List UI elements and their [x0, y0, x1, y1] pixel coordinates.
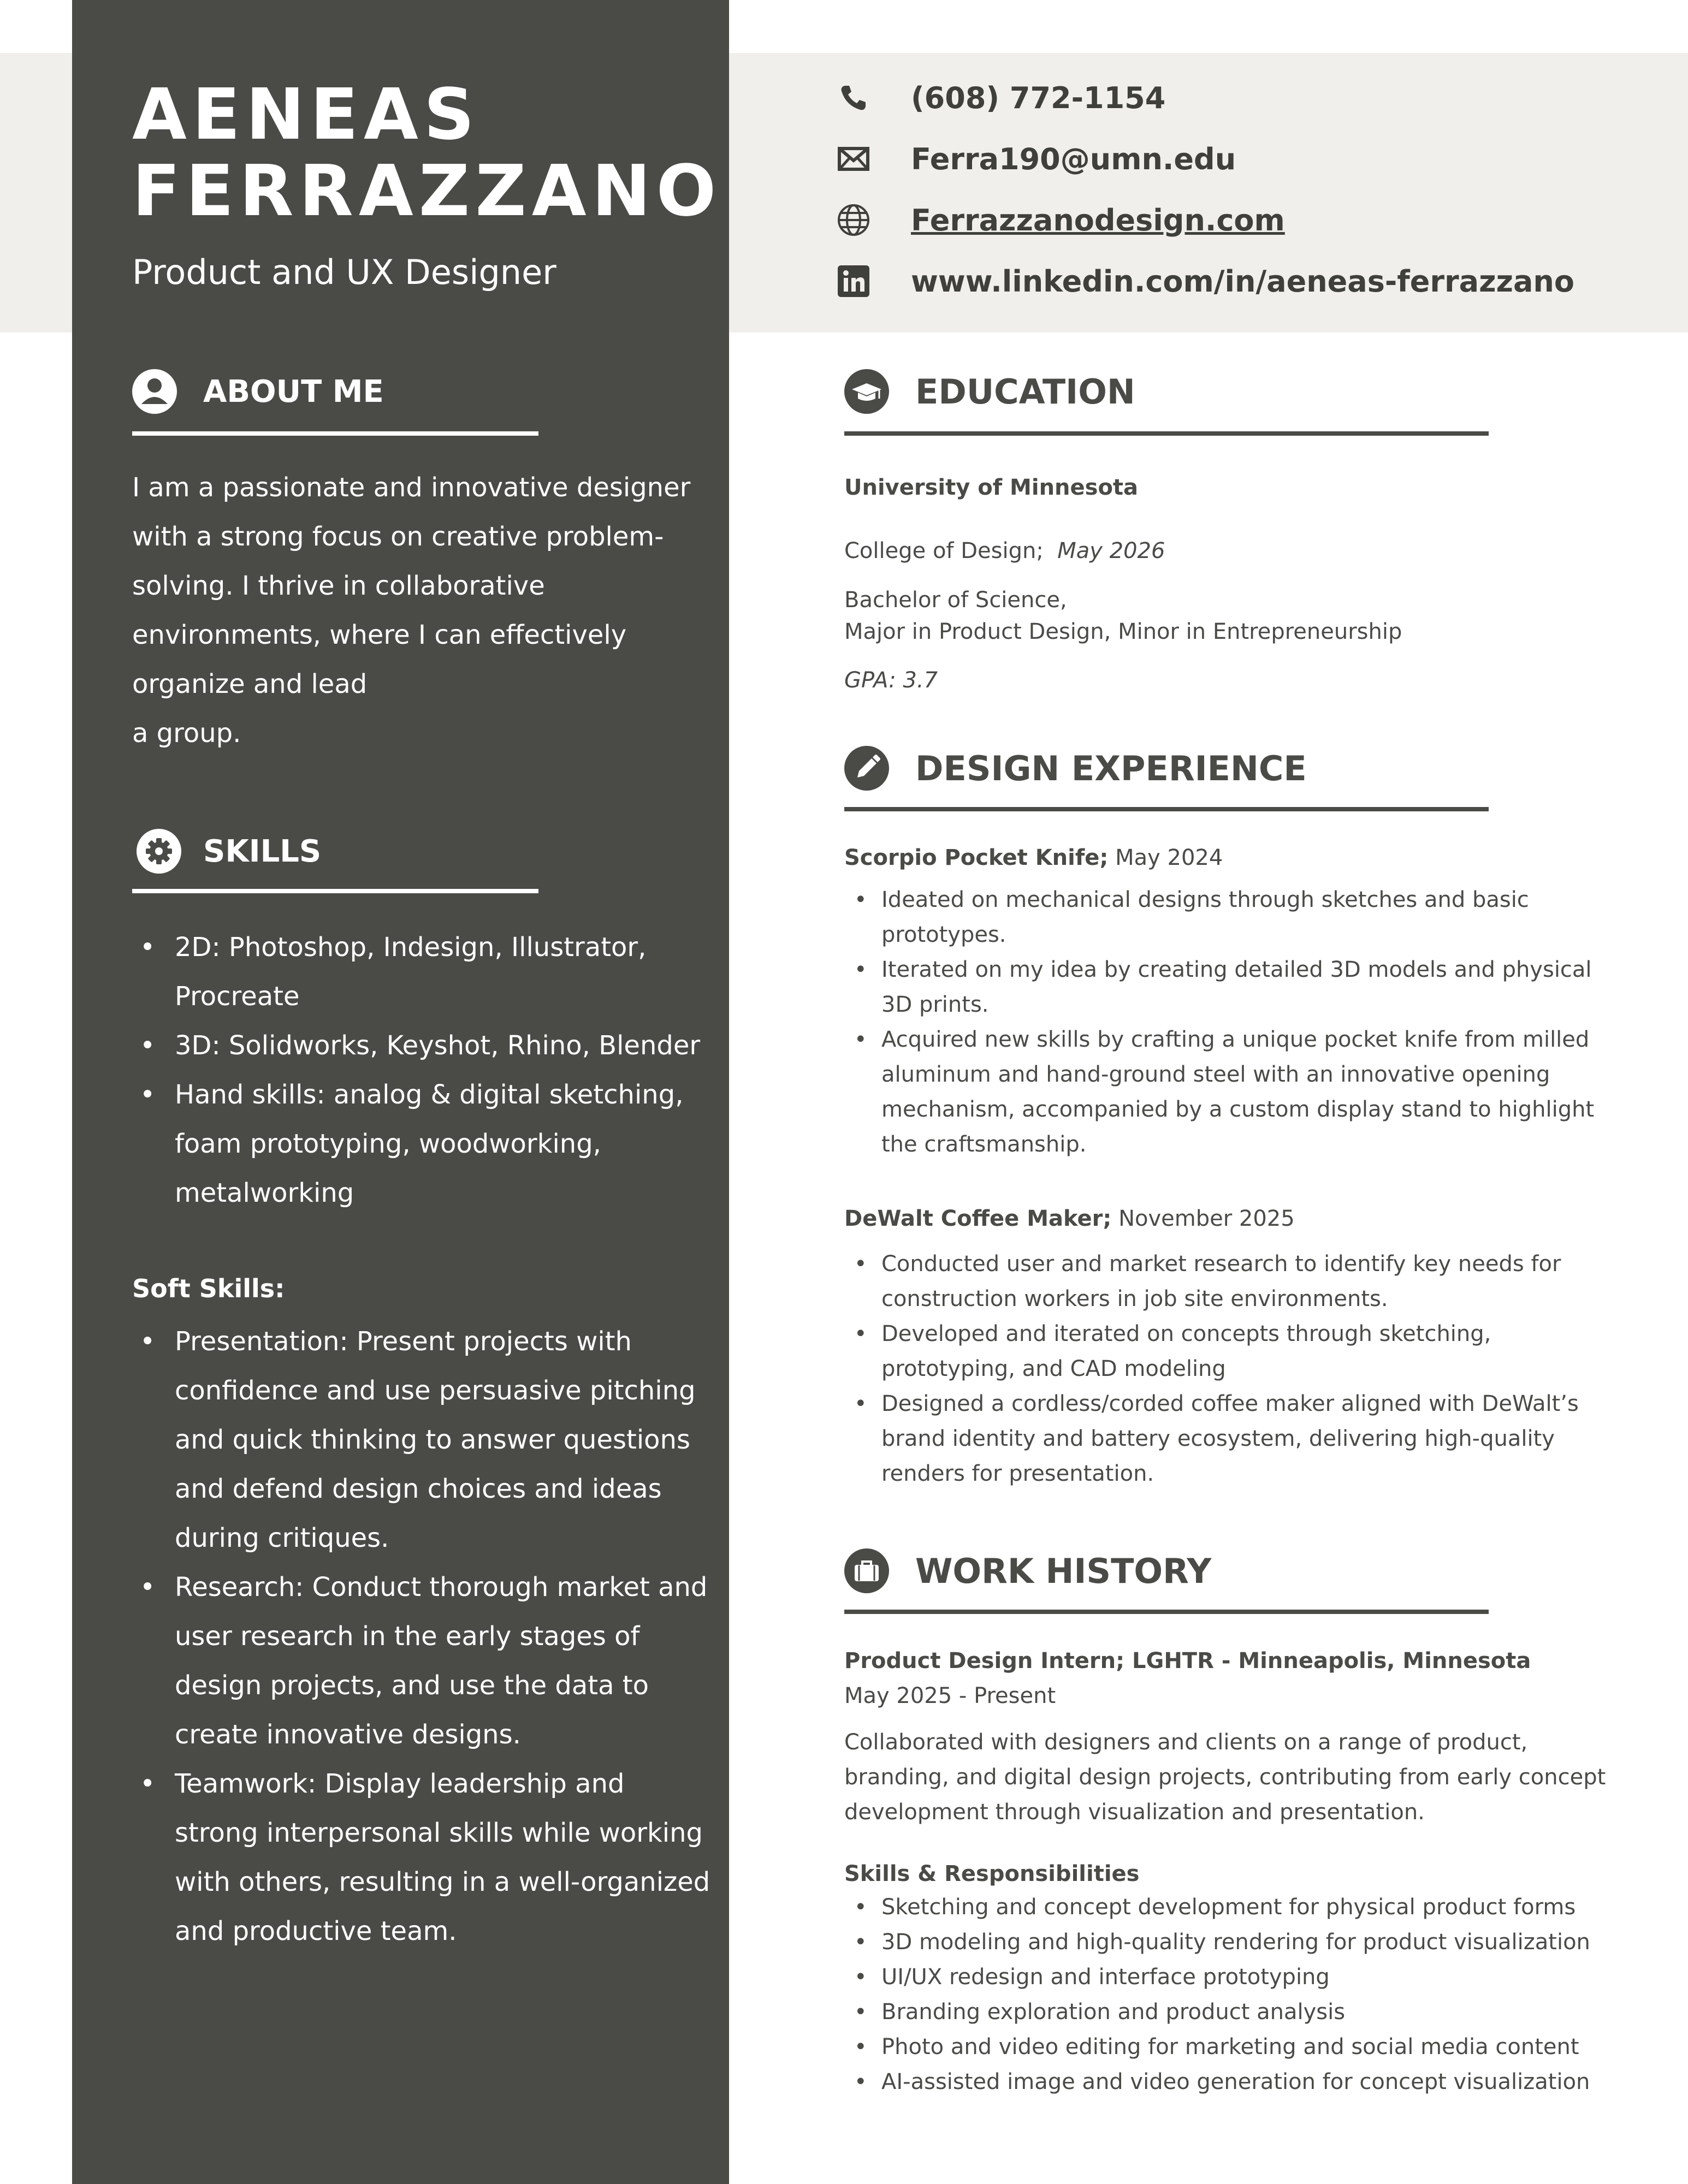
project-date: November 2025 — [1118, 1206, 1295, 1231]
list-item: • Presentation: Present projects with confidence and use persuasive pitching and quick thinking to answer questions and defend design choices and ideas during critiques. — [132, 1317, 711, 1563]
hard-skills-list — [132, 923, 711, 1218]
list-item: • Research: Conduct thorough market and user research in the early stages of design projects, and use the data to create innovative designs. — [132, 1563, 711, 1759]
about-line: environments, where I can effectively — [132, 620, 627, 650]
phone-number: (608) 772-1154 — [911, 80, 1166, 115]
project-dewalt — [844, 1203, 1620, 1491]
list-item: • 3D modeling and high-quality rendering for product visualization — [844, 1925, 1631, 1960]
contact-website — [836, 202, 1285, 238]
user-icon — [132, 369, 177, 414]
website-link[interactable]: Ferrazzanodesign.com — [911, 203, 1285, 238]
project-bullets — [844, 882, 1620, 1162]
project-name: Scorpio Pocket Knife; — [844, 845, 1109, 870]
responsibilities-title: Skills & Responsibilities — [844, 1861, 1140, 1886]
first-name: AENEAS — [132, 74, 480, 156]
soft-skills-title: Soft Skills: — [132, 1274, 285, 1303]
pencil-icon — [844, 746, 889, 791]
gear-icon — [137, 829, 181, 874]
list-item: • Hand skills: analog & digital sketching, foam prototyping, woodworking, metalworking — [132, 1070, 711, 1218]
job-dates: May 2025 - Present — [844, 1683, 1056, 1708]
soft-skills-list — [132, 1317, 711, 1956]
candidate-name — [132, 74, 722, 232]
skills-section-header — [137, 829, 538, 893]
gpa: GPA: 3.7 — [844, 668, 938, 693]
project-scorpio — [844, 842, 1620, 1162]
skills-divider — [132, 889, 538, 893]
mail-icon — [836, 141, 872, 177]
graduation-cap-icon — [844, 369, 889, 414]
education-divider — [844, 431, 1489, 436]
education-heading: EDUCATION — [915, 371, 1135, 412]
about-line: with a strong focus on creative problem- — [132, 521, 664, 552]
project-name: DeWalt Coffee Maker; — [844, 1206, 1112, 1231]
job-summary: Collaborated with designers and clients on a range of product, branding, and digital design projects, contributing from early concept development through visualization and presentation. — [844, 1730, 1606, 1825]
about-line: I am a passionate and innovative designer — [132, 472, 691, 503]
skills-heading: SKILLS — [203, 833, 322, 869]
list-item: • 3D: Solidworks, Keyshot, Rhino, Blender — [132, 1021, 711, 1070]
about-divider — [132, 431, 538, 436]
about-heading: ABOUT ME — [203, 373, 384, 410]
responsibilities-list — [844, 1890, 1631, 2099]
phone-icon — [836, 80, 872, 116]
list-item: • Branding exploration and product analysis — [844, 1995, 1631, 2029]
work-section-header — [844, 1548, 1489, 1614]
list-item: • UI/UX redesign and interface prototyping — [844, 1960, 1631, 1995]
experience-section-header — [844, 746, 1489, 811]
work-entry — [844, 1645, 1631, 2099]
email-link[interactable]: Ferra190@umn.edu — [911, 141, 1236, 176]
degree-line: Major in Product Design, Minor in Entrepreneurship — [844, 619, 1402, 644]
contact-email — [836, 141, 1236, 177]
experience-divider — [844, 807, 1489, 811]
list-item: • Designed a cordless/corded coffee maker aligned with DeWalt’s brand identity and battery ecosystem, delivering high-quality renders for presentation. — [844, 1386, 1620, 1491]
list-item: • Ideated on mechanical designs through sketches and basic prototypes. — [844, 882, 1620, 952]
list-item: • Developed and iterated on concepts through sketching, prototyping, and CAD modeling — [844, 1316, 1620, 1386]
briefcase-icon — [844, 1548, 889, 1593]
about-line: organize and lead — [132, 669, 368, 699]
last-name: FERRAZZANO — [132, 150, 722, 232]
contact-linkedin — [836, 263, 1574, 299]
college-line — [844, 535, 1165, 567]
job-role: Product Design Intern; LGHTR - Minneapolis, Minnesota — [844, 1648, 1531, 1673]
work-heading: WORK HISTORY — [915, 1551, 1212, 1591]
list-item: • Teamwork: Display leadership and strong interpersonal skills while working with others, resulting in a well-organized and productive team. — [132, 1759, 711, 1956]
job-title: Product and UX Designer — [132, 252, 556, 292]
list-item: • Photo and video editing for marketing and social media content — [844, 2029, 1631, 2064]
contact-phone — [836, 80, 1165, 116]
list-item: • Iterated on my idea by creating detailed 3D models and physical 3D prints. — [844, 952, 1620, 1022]
list-item: • Acquired new skills by crafting a unique pocket knife from milled aluminum and hand-ground steel with an innovative opening mechanism, accompanied by a custom display stand to highlight the craftsmanship. — [844, 1022, 1620, 1162]
linkedin-link[interactable]: www.linkedin.com/in/aeneas-ferrazzano — [911, 264, 1574, 299]
work-divider — [844, 1610, 1489, 1614]
list-item: • AI-assisted image and video generation for concept visualization — [844, 2064, 1631, 2099]
about-text — [132, 463, 695, 758]
globe-icon — [836, 202, 872, 238]
about-line: a group. — [132, 718, 241, 749]
about-line: solving. I thrive in collaborative — [132, 571, 545, 601]
school-name: University of Minnesota — [844, 475, 1139, 500]
list-item: • Sketching and concept development for physical product forms — [844, 1890, 1631, 1925]
project-bullets — [844, 1247, 1620, 1491]
education-section-header — [844, 369, 1489, 436]
list-item: • Conducted user and market research to identify key needs for construction workers in job site environments. — [844, 1247, 1620, 1316]
experience-heading: DESIGN EXPERIENCE — [915, 748, 1307, 788]
degree-line: Bachelor of Science, — [844, 587, 1067, 613]
list-item: • 2D: Photoshop, Indesign, Illustrator, Procreate — [132, 923, 711, 1021]
graduation-date: May 2026 — [1057, 538, 1165, 563]
degree — [844, 584, 1402, 648]
project-date: May 2024 — [1115, 845, 1223, 870]
sidebar — [72, 0, 729, 2184]
about-section-header — [132, 369, 538, 436]
linkedin-icon — [836, 263, 872, 299]
college-name: College of Design; — [844, 538, 1044, 563]
